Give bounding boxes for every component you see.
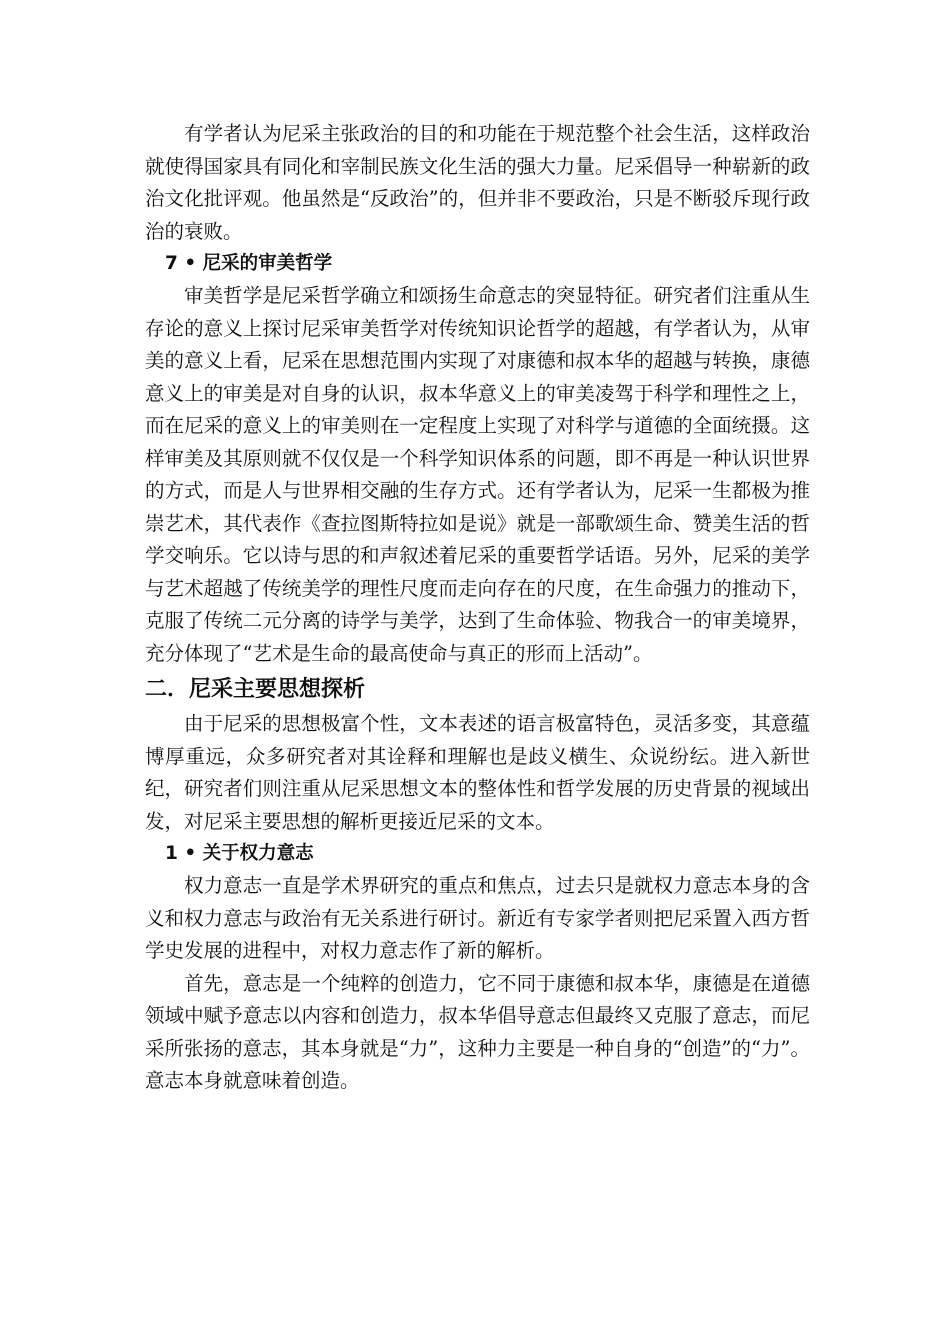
section-7-heading: 7 • 尼采的审美哲学 (165, 253, 333, 274)
intro-paragraph: 有学者认为尼采主张政治的目的和功能在于规范整个社会生活，这样政治就使得国家具有同化和宰制民族文化生活的强大力量。尼采倡导一种崭新的政治文化批评观。他虽然是“反政治”的，但并非不要政治，只是不断驳斥现行政治的衰败。 (145, 122, 810, 243)
section-7-paragraph: 审美哲学是尼采哲学确立和颂扬生命意志的突显特征。研究者们注重从生存论的意义上探讨尼采审美哲学对传统知识论哲学的超越，有学者认为，从审美的意义上看，尼采在思想范围内实现了对康德和叔本华的超越与转换，康德意义上的审美是对自身的认识，叔本华意义上的审美凌驾于科学和理性之上，而在尼采的意义上的审美则在一定程度上实现了对科学与道德的全面统摄。这样审美及其原则就不仅仅是一个科学知识体系的问题，即不再是一种认识世界的方式，而是人与世界相交融的生存方式。还有学者认为，尼采一生都极为推崇艺术，其代表作《查拉图斯特拉如是说》就是一部歌颂生命、赞美生活的哲学交响乐。它以诗与思的和声叙述着尼采的重要哲学话语。另外，尼采的美学与艺术超越了传统美学的理性尺度而走向存在的尺度，在生命强力的推动下，克服了传统二元分离的诗学与美学，达到了生命体验、物我合一的审美境界，充分体现了“艺术是生命的最高使命与真正的形而上活动”。 (145, 284, 810, 665)
document-page (145, 118, 810, 1098)
part-2-paragraph: 由于尼采的思想极富个性，文本表述的语言极富特色，灵活多变，其意蕴博厚重远，众多研究者对其诠释和理解也是歧义横生、众说纷纭。进入新世纪，研究者们则注重从尼采思想文本的整体性和哲学发展的历史背景的视域出发，对尼采主要思想的解析更接近尼采的文本。 (145, 712, 810, 833)
section-1-paragraph-2: 首先，意志是一个纯粹的创造力，它不同于康德和叔本华，康德是在道德领域中赋予意志以内容和创造力，叔本华倡导意志但最终又克服了意志，而尼采所张扬的意志，其本身就是“力”，这种力主要是一种自身的“创造”的“力”。意志本身就意味着创造。 (145, 971, 810, 1092)
section-1-paragraph-1: 权力意志一直是学术界研究的重点和焦点，过去只是就权力意志本身的含义和权力意志与政治有无关系进行研讨。新近有专家学者则把尼采置入西方哲学史发展的进程中，对权力意志作了新的解析。 (145, 874, 810, 962)
part-2-heading: 二．尼采主要思想探析 (145, 677, 366, 702)
section-1-heading: 1 • 关于权力意志 (165, 843, 314, 864)
